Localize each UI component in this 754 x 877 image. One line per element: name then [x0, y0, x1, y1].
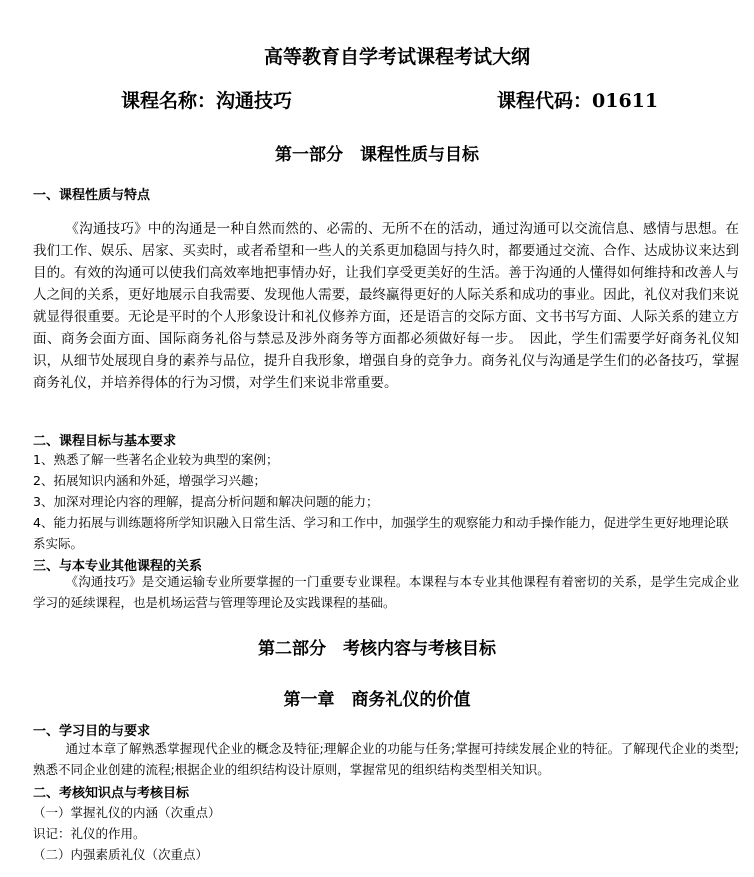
- course-code: 课程代码：01611: [497, 90, 659, 112]
- list-item: 识记：礼仪的作用。: [33, 826, 146, 841]
- section-heading: 三、与本专业其他课程的关系: [33, 559, 203, 574]
- paragraph: 通过本章了解熟悉掌握现代企业的概念及特征;理解企业的功能与任务;掌握可持续发展企业的特征。了解现代企业的类型;熟悉不同企业创建的流程;根据企业的组织结构设计原则，掌握常见的组织结构类型相关知识。: [33, 741, 739, 777]
- section-heading: 二、课程目标与基本要求: [33, 434, 177, 449]
- part1-title: 第一部分 课程性质与目标: [275, 145, 479, 165]
- list-item: （一）掌握礼仪的内涵（次重点）: [33, 805, 221, 820]
- section-heading: 一、课程性质与特点: [33, 188, 151, 203]
- chapter-title: 第一章 商务礼仪的价值: [283, 690, 471, 710]
- list-item: 3、加深对理论内容的理解，提高分析问题和解决问题的能力；: [33, 494, 379, 509]
- document-title: 高等教育自学考试课程考试大纲: [263, 46, 530, 68]
- list-item: 2、拓展知识内涵和外延，增强学习兴趣；: [33, 473, 266, 488]
- paragraph: 《沟通技巧》是交通运输专业所要掌握的一门重要专业课程。本课程与本专业其他课程有着密切的关系，是学生完成企业学习的延续课程，也是机场运营与管理等理论及实践课程的基础。: [33, 574, 739, 610]
- list-item: 4、能力拓展与训练题将所学知识融入日常生活、学习和工作中，加强学生的观察能力和动手操作能力，促进学生更好地理论联系实际。: [33, 515, 729, 551]
- section-heading: 二、考核知识点与考核目标: [33, 786, 190, 801]
- part2-title: 第二部分 考核内容与考核目标: [258, 639, 496, 659]
- goals-list: [33, 449, 739, 554]
- paragraph: 《沟通技巧》中的沟通是一种自然而然的、必需的、无所不在的活动，通过沟通可以交流信息、感情与思想。在我们工作、娱乐、居家、买卖时，或者希望和一些人的关系更加稳固与持久时，都要通过交流、合作、达成协议来达到目的。有效的沟通可以使我们高效率地把事情办好，让我们享受更美好的生活。善于沟通的人懂得如何维持和改善人与人之间的关系，更好地展示自我需要、发现他人需要，最终赢得更好的人际关系和成功的事业。因此，礼仪对我们来说就显得很重要。无论是平时的个人形象设计和礼仪修养方面，还是语言的交际方面、文书书写方面、人际关系的建立方面、商务会面方面、国际商务礼俗与禁忌及涉外商务等方面都必须做好每一步。 因此，学生们需要学好商务礼仪知识，从细节处展现自身的素养与品位，提升自我形象，增强自身的竞争力。商务礼仪与沟通是学生们的必备技巧，掌握商务礼仪，并培养得体的行为习惯，对学生们来说非常重要。: [33, 221, 739, 391]
- list-item: 1、熟悉了解一些著名企业较为典型的案例；: [33, 452, 279, 467]
- list-item: （二）内强素质礼仪（次重点）: [33, 847, 209, 862]
- course-name: 课程名称：沟通技巧: [121, 90, 293, 112]
- section-heading: 一、学习目的与要求: [33, 724, 151, 739]
